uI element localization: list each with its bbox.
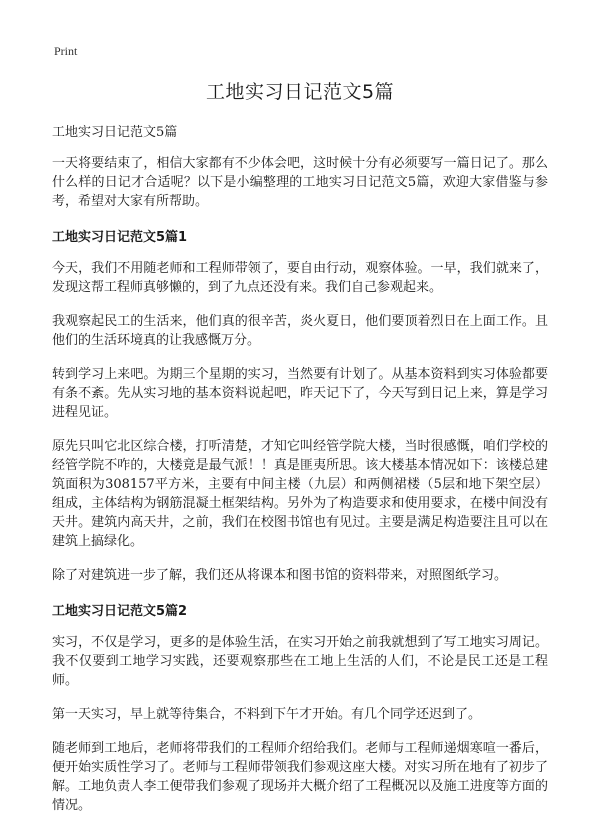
section-heading-1: 工地实习日记范文5篇1 (52, 230, 188, 245)
print-link[interactable]: Print (54, 44, 78, 58)
page-title: 工地实习日记范文5篇 (205, 81, 395, 103)
section-2-paragraph-2: 第一天实习，早上就等待集合，不料到下午才开始。有几个同学还迟到了。 (52, 707, 482, 722)
document-subtitle: 工地实习日记范文5篇 (52, 125, 178, 140)
section-1-paragraph-4: 原先只叫它北区综合楼，打听清楚，才知它叫经管学院大楼，当时很感慨，咱们学校的经管学院不咋的，大楼竟是最气派！！真是匪夷所思。该大楼基本情况如下：该楼总建筑面积为308157平方米，主要有中间主楼（九层）和两侧裙楼（5层和地下架空层）组成，主体结构为钢筋混凝土框架结构。另外为了构造要求和使用要求，在楼中间没有天井。建筑内高天井，之前，我们在校图书馆也有见过。主要是满足构造要注且可以在建筑上搞绿化。 (52, 439, 548, 549)
intro-paragraph: 一天将要结束了，相信大家都有不少体会吧，这时候十分有必须要写一篇日记了。那么什么样的日记才合适呢？以下是小编整理的工地实习日记范文5篇，欢迎大家借鉴与参考，希望对大家有所帮助。 (52, 156, 548, 209)
section-heading-2: 工地实习日记范文5篇2 (52, 604, 188, 619)
section-2-paragraph-1: 实习，不仅是学习，更多的是体验生活，在实习开始之前我就想到了写工地实习周记。我不仅要到工地学习实践，还要观察那些在工地上生活的人们，不论是民工还是工程师。 (52, 635, 548, 688)
section-1-paragraph-1: 今天，我们不用随老师和工程师带领了，要自由行动，观察体验。一早，我们就来了，发现这帮工程师真够懒的，到了九点还没有来。我们自己参观起来。 (52, 261, 548, 295)
section-1-paragraph-3: 转到学习上来吧。为期三个星期的实习，当然要有计划了。从基本资料到实习体验都要有条不紊。先从实习地的基本资料说起吧，昨天记下了，今天写到日记上来，算是学习进程见证。 (52, 367, 548, 420)
section-1-paragraph-2: 我观察起民工的生活来，他们真的很辛苦，炎火夏日，他们要顶着烈日在上面工作。且他们的生活环境真的让我感慨万分。 (52, 314, 548, 348)
section-2-paragraph-3: 随老师到工地后，老师将带我们的工程师介绍给我们。老师与工程师递烟寒喧一番后，便开始实质性学习了。老师与工程师带领我们参观这座大楼。对实习所在地有了初步了解。工地负责人李工便带我们参观了现场并大概介绍了工程概况以及施工进度等方面的情况。 (52, 741, 548, 813)
section-1-paragraph-5: 除了对建筑进一步了解，我们还从将课本和图书馆的资料带来，对照图纸学习。 (52, 568, 508, 583)
